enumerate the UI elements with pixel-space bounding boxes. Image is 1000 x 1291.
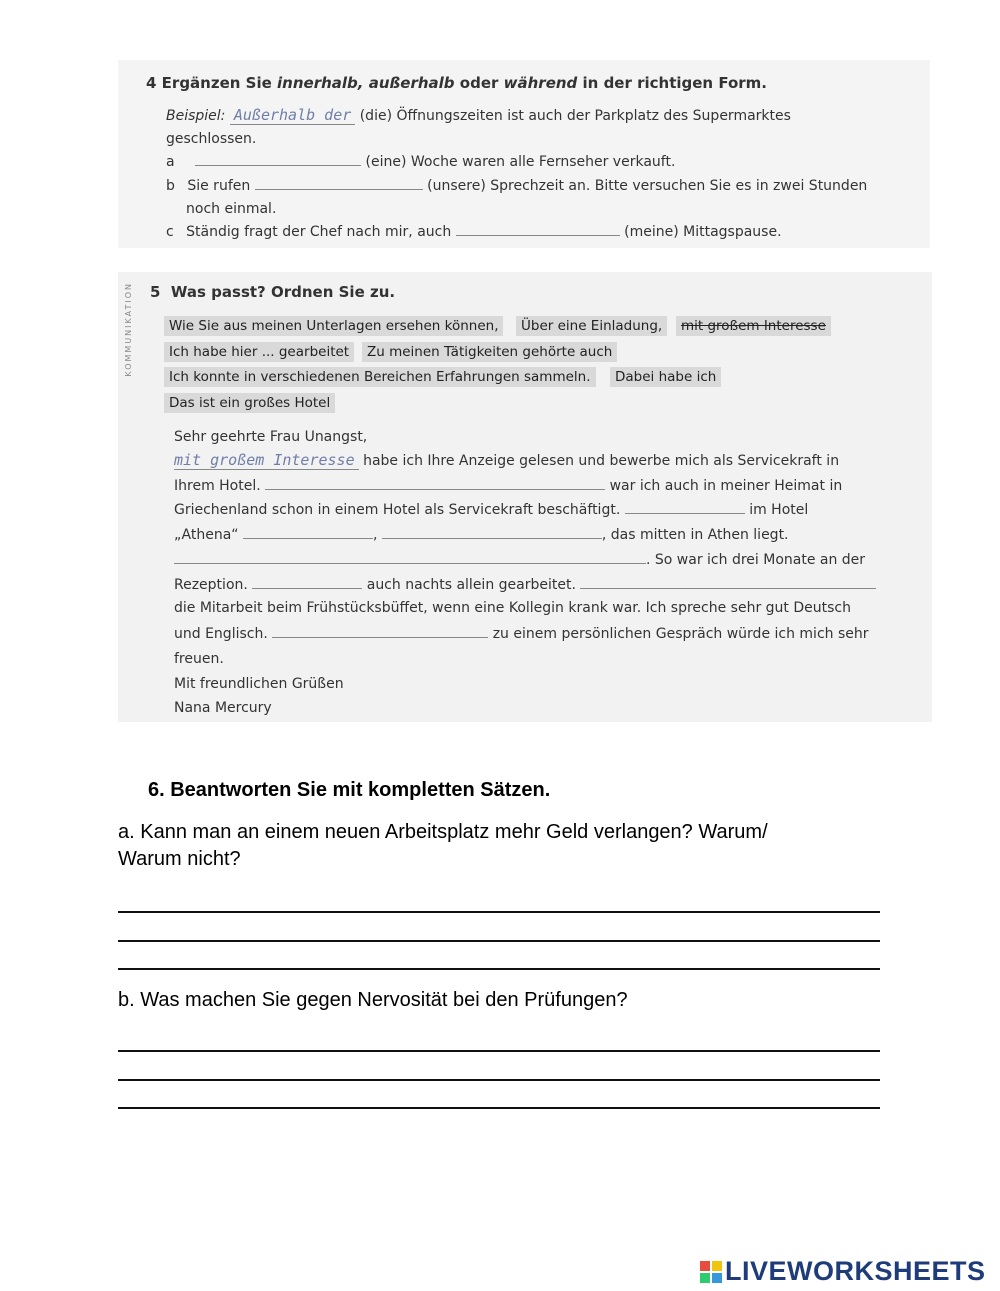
chip-7[interactable]: Dabei habe ich (610, 367, 721, 387)
answer-b-line-1[interactable] (118, 1049, 880, 1052)
chip-3-used[interactable]: mit großem Interesse (676, 316, 831, 336)
letter-greeting: Sehr geehrte Frau Unangst, (174, 429, 368, 445)
letter-line-1: mit großem Interesse habe ich Ihre Anzeige gelesen und bewerbe mich als Servicekraft in (174, 451, 840, 469)
blank-a[interactable] (195, 153, 361, 166)
question-a-line-1: a. Kann man an einem neuen Arbeitsplatz mehr Geld verlangen? Warum/ (118, 821, 768, 843)
chip-5[interactable]: Zu meinen Tätigkeiten gehörte auch (362, 342, 617, 362)
exercise-4-item-c: c Ständig fragt der Chef nach mir, auch (meine) Mittagspause. (166, 224, 782, 240)
letter-line-6: Rezeption. auch nachts allein gearbeitet. (174, 576, 876, 593)
exercise-5-title: 5 Was passt? Ordnen Sie zu. (150, 283, 396, 301)
blank-b[interactable] (255, 177, 423, 190)
letter-line-7: die Mitarbeit beim Frühstücksbüffet, wenn eine Kollegin krank war. Ich spreche sehr gut Deutsch (174, 600, 851, 616)
exercise-4-title: 4 Ergänzen Sie innerhalb, außerhalb oder während in der richtigen Form. (146, 74, 768, 92)
question-a-line-2: Warum nicht? (118, 848, 241, 870)
letter-blank-8[interactable] (272, 625, 488, 638)
letter-line-9: freuen. (174, 651, 224, 667)
chip-2[interactable]: Über eine Einladung, (516, 316, 667, 336)
blank-c[interactable] (456, 223, 620, 236)
letter-closing: Mit freundlichen Grüßen (174, 676, 344, 692)
exercise-4-item-b: b Sie rufen (unsere) Sprechzeit an. Bitte versuchen Sie es in zwei Stunden (166, 178, 868, 194)
answer-b-line-2[interactable] (118, 1078, 880, 1081)
chip-4[interactable]: Ich habe hier ... gearbeitet (164, 342, 354, 362)
letter-line-8: und Englisch. zu einem persönlichen Gespräch würde ich mich sehr (174, 626, 869, 642)
letter-signature: Nana Mercury (174, 700, 272, 716)
letter-blank-2[interactable] (625, 501, 745, 514)
brand-name: LIVEWORKSHEETS (725, 1256, 986, 1286)
kommunikation-side-label: KOMMUNIKATION (124, 282, 133, 377)
handwritten-answer: mit großem Interesse (174, 451, 359, 470)
letter-line-5: . So war ich drei Monate an der (174, 551, 865, 568)
answer-a-line-1[interactable] (118, 910, 880, 913)
answer-b-line-3[interactable] (118, 1106, 880, 1109)
exercise-4-item-a: a (eine) Woche waren alle Fernseher verkauft. (166, 154, 676, 170)
exercise-5-scan (118, 272, 932, 722)
exercise-6-title: 6. Beantworten Sie mit kompletten Sätzen. (148, 779, 551, 801)
letter-blank-4[interactable] (382, 526, 602, 539)
exercise-4-item-b-continuation: noch einmal. (186, 201, 277, 217)
question-b: b. Was machen Sie gegen Nervosität bei den Prüfungen? (118, 989, 628, 1011)
letter-blank-5[interactable] (174, 551, 646, 564)
answer-a-line-3[interactable] (118, 967, 880, 970)
letter-blank-7[interactable] (580, 576, 876, 589)
letter-blank-6[interactable] (252, 576, 362, 589)
answer-a-line-2[interactable] (118, 939, 880, 942)
exercise-4-example: Beispiel: Außerhalb der (die) Öffnungszeiten ist auch der Parkplatz des Supermarktes (166, 106, 791, 124)
example-continuation: geschlossen. (166, 131, 257, 147)
chip-8[interactable]: Das ist ein großes Hotel (164, 393, 335, 413)
letter-line-3: Griechenland schon in einem Hotel als Servicekraft beschäftigt. im Hotel (174, 502, 809, 518)
chip-1[interactable]: Wie Sie aus meinen Unterlagen ersehen können, (164, 316, 503, 336)
logo-squares-icon (700, 1261, 722, 1283)
letter-line-2: Ihrem Hotel. war ich auch in meiner Heimat in (174, 478, 843, 494)
letter-blank-1[interactable] (265, 477, 605, 490)
example-answer: Außerhalb der (230, 106, 355, 125)
letter-line-4: „Athena“ , , das mitten in Athen liegt. (174, 527, 789, 543)
letter-blank-3[interactable] (243, 526, 373, 539)
liveworksheets-logo (700, 1256, 986, 1287)
chip-6[interactable]: Ich konnte in verschiedenen Bereichen Erfahrungen sammeln. (164, 367, 596, 387)
